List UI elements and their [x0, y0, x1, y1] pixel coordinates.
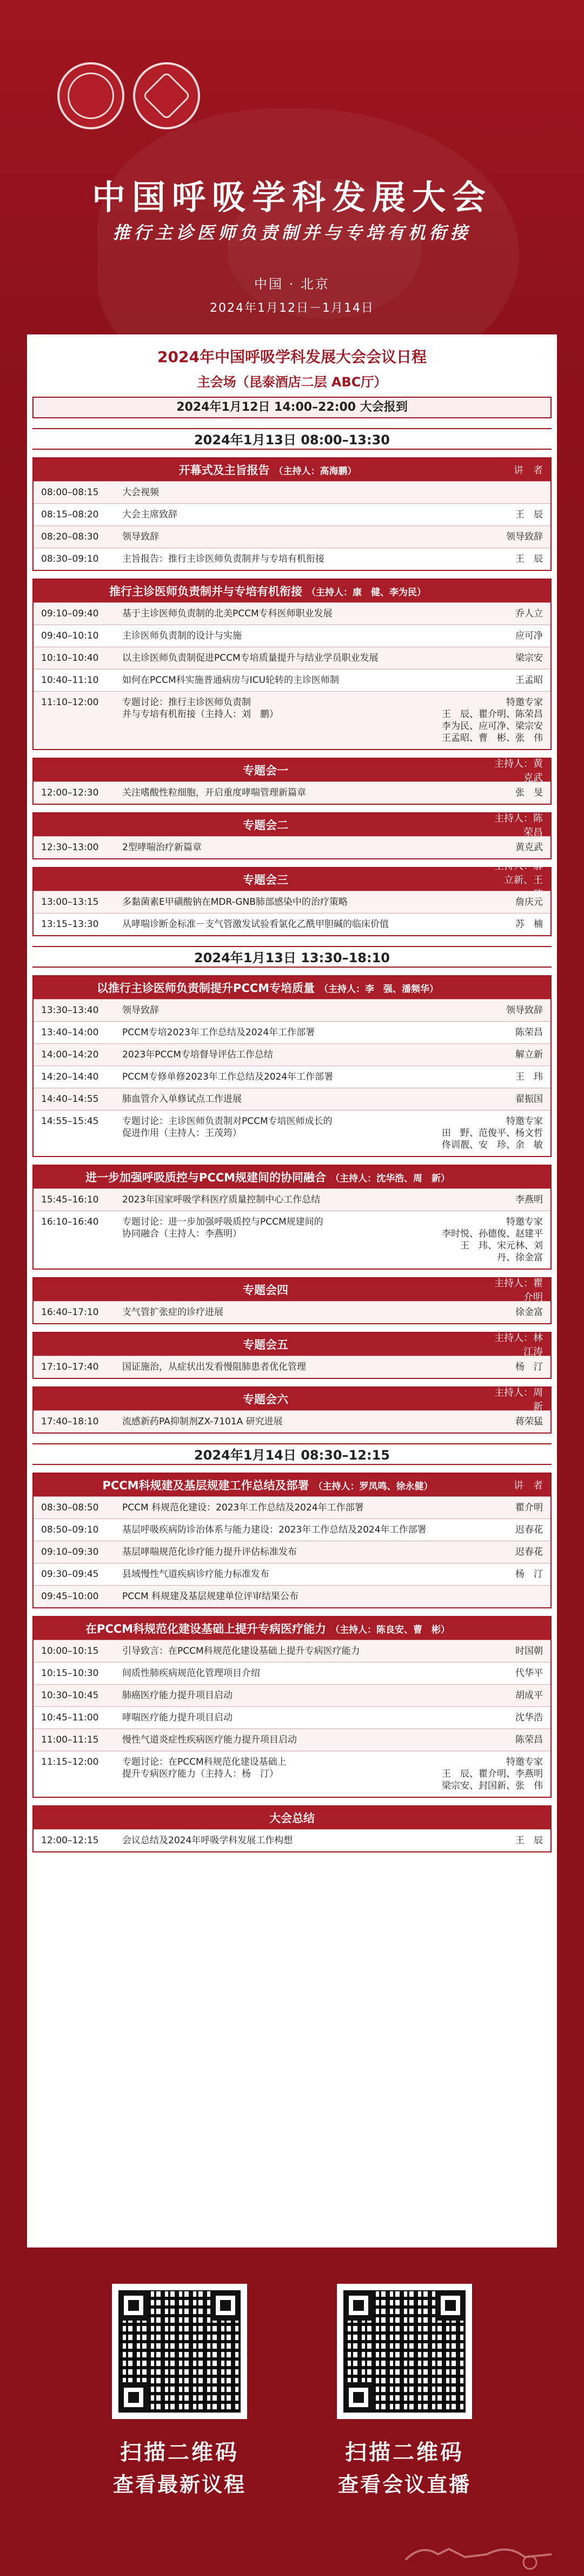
- row-time: 09:40–10:10: [41, 630, 99, 641]
- row-time: 08:30–08:50: [41, 1502, 99, 1513]
- speaker-name: 黄克武: [515, 842, 543, 853]
- row-topic: 专题讨论：在PCCM科规范化建设基础上 提升专病医疗能力（主持人：杨 汀）: [122, 1757, 287, 1779]
- row-time: 10:40–11:10: [41, 675, 99, 686]
- session-title-text: 专题会一: [243, 764, 288, 777]
- speaker-name: 特邀专家: [506, 1116, 543, 1127]
- qr-label-line1: 扫描二维码: [345, 2440, 464, 2465]
- qr-section: [0, 2262, 584, 2576]
- registration-bar: 2024年1月12日 14:00–22:00 大会报到: [32, 397, 552, 418]
- row-topic: 哮喘医疗能力提升项目启动: [122, 1712, 233, 1723]
- row-time: 12:30–13:00: [41, 842, 99, 853]
- session-header: [34, 976, 550, 999]
- row-topic: 肺癌医疗能力提升项目启动: [122, 1690, 233, 1701]
- row-time: 08:20–08:30: [41, 531, 99, 542]
- session-moderator: （主持人：沈华浩、周 新）: [330, 1173, 450, 1184]
- row-topic: 以主诊医师负责制促进PCCM专培质量提升与结业学员职业发展: [122, 653, 379, 663]
- session-block: [32, 975, 552, 1157]
- table-row: [34, 1684, 550, 1706]
- row-speakers: [440, 696, 543, 744]
- day-header: 2024年1月13日 13:30–18:10: [32, 946, 552, 968]
- row-topic: 领导致辞: [122, 1005, 159, 1016]
- row-speakers: [440, 1835, 543, 1846]
- row-time: 12:00–12:30: [41, 787, 99, 798]
- session-block: [32, 1386, 552, 1434]
- row-topic: 大会主席致辞: [122, 509, 177, 520]
- row-topic: 专题讨论：推行主诊医师负责制 并与专培有机衔接（主持人：刘 鹏）: [122, 697, 278, 720]
- speaker-name: 瞿介明: [515, 1502, 543, 1513]
- session-title-text: 专题会五: [243, 1338, 288, 1351]
- row-time: 10:45–11:00: [41, 1712, 99, 1723]
- session-header: [34, 1387, 553, 1412]
- session-header: [34, 458, 550, 481]
- speaker-name: 沈华浩: [515, 1712, 543, 1723]
- table-row: [34, 503, 550, 525]
- speaker-name: 佟训靓、安 珍、余 敏: [442, 1140, 543, 1151]
- speaker-name: 应可净: [515, 630, 543, 641]
- speaker-name: 时国朝: [515, 1646, 543, 1657]
- table-row: [34, 1410, 550, 1432]
- speaker-name: 特邀专家: [506, 697, 543, 708]
- summary-session: [32, 1805, 552, 1852]
- session-title: [41, 1391, 494, 1407]
- speaker-name: 李时悦、孙德俊、赵建平: [442, 1228, 543, 1239]
- table-row: [34, 602, 550, 625]
- speaker-name: 乔人立: [515, 608, 543, 619]
- table-row: [34, 525, 550, 548]
- agenda-title: 2024年中国呼吸学科发展大会会议日程: [157, 348, 427, 366]
- session-block: [32, 1616, 552, 1798]
- speaker-name: 王 玮: [515, 1072, 543, 1082]
- day-header: 2024年1月14日 08:30–12:15: [32, 1443, 552, 1465]
- session-title: [41, 980, 494, 996]
- session-header: [34, 1617, 550, 1640]
- row-topic: 2023年国家呼吸学科医疗质量控制中心工作总结: [122, 1194, 321, 1205]
- row-time: 11:15–12:00: [41, 1757, 99, 1767]
- table-row: [34, 1066, 550, 1088]
- session-moderator: （主持人：高海鹏）: [274, 466, 357, 477]
- agenda-venue: 主会场（昆泰酒店二层 ABC厅）: [197, 374, 387, 390]
- association-logo-icon: [133, 62, 200, 129]
- row-topic: 间质性肺疾病规范化管理项目介绍: [122, 1668, 260, 1679]
- table-row: [34, 1662, 550, 1684]
- row-time: 14:00–14:20: [41, 1049, 99, 1060]
- row-topic: 专题讨论：进一步加强呼吸质控与PCCM规建间的 协同融合（主持人：李燕明）: [122, 1217, 323, 1239]
- session-title-text: 专题会六: [243, 1393, 288, 1406]
- row-time: 10:15–10:30: [41, 1668, 99, 1679]
- row-time: 17:10–17:40: [41, 1362, 99, 1372]
- session-block: [32, 758, 552, 805]
- table-row: [34, 913, 550, 935]
- speaker-name: 代华平: [515, 1668, 543, 1679]
- row-time: 13:00–13:15: [41, 897, 99, 908]
- session-title: [41, 583, 494, 599]
- speaker-name: 杨 汀: [515, 1569, 543, 1580]
- row-speakers: [440, 1027, 543, 1039]
- horse-carriage-decoration: [400, 2533, 562, 2571]
- session-title-text: 专题会三: [243, 873, 288, 886]
- session-block: [32, 1277, 552, 1324]
- session-block: [32, 1165, 552, 1270]
- row-topic: 专题讨论：主诊医师负责制对PCCM专培医师成长的 促进作用（主持人：王茂筠）: [122, 1116, 333, 1139]
- row-speakers: [440, 1216, 552, 1264]
- row-topic: 多黏菌素E甲磺酸钠在MDR-GNB肺部感染中的治疗策略: [122, 897, 348, 908]
- table-row: [34, 481, 550, 503]
- row-time: 14:20–14:40: [41, 1072, 99, 1082]
- table-row: [34, 1211, 550, 1269]
- row-topic: 肺血管介入单修试点工作进展: [122, 1094, 242, 1105]
- session-title: [41, 1169, 494, 1185]
- session-speaker-label: 主持人：陈荣昌: [494, 813, 543, 838]
- conference-location: 中国 · 北京: [254, 277, 330, 292]
- table-row: [34, 781, 550, 804]
- row-speakers: [440, 1645, 543, 1657]
- table-row: [34, 669, 550, 691]
- row-time: 16:40–17:10: [41, 1307, 99, 1318]
- table-row: [34, 691, 550, 749]
- row-topic: 基层哮喘规范化诊疗能力提升评估标准发布: [122, 1547, 297, 1558]
- table-row: [34, 1729, 550, 1751]
- speaker-name: 杨 汀: [515, 1362, 543, 1372]
- row-time: 08:50–09:10: [41, 1524, 99, 1535]
- qr-code-live[interactable]: [337, 2284, 472, 2419]
- session-title-text: PCCM科规建及基层规建工作总结及部署: [102, 1479, 309, 1492]
- table-row: [34, 1640, 550, 1662]
- session-block: [32, 860, 553, 936]
- table-row: [34, 836, 550, 858]
- row-speakers: [440, 1524, 543, 1536]
- speaker-name: 领导致辞: [506, 1005, 543, 1016]
- table-row: [34, 1088, 550, 1110]
- session-title: [41, 1620, 494, 1637]
- row-topic: 2023年PCCM专培督导评估工作总结: [122, 1049, 273, 1060]
- row-topic: 支气管扩张症的诊疗进展: [122, 1307, 223, 1318]
- speaker-name: 王孟昭、曹 彬、张 伟: [442, 733, 543, 744]
- table-row: [34, 1751, 550, 1797]
- row-topic: 国证施治，从症状出发看慢阻肺患者优化管理: [122, 1362, 306, 1372]
- row-speakers: [440, 842, 543, 853]
- speaker-name: 王 辰、瞿介明、陈荣昌: [442, 709, 543, 720]
- table-row: [34, 1110, 550, 1156]
- speaker-name: 张 旻: [515, 787, 543, 798]
- row-topic: 主旨报告：推行主诊医师负责制并与专培有机衔接: [122, 554, 324, 564]
- session-speaker-label: 讲 者: [514, 1480, 543, 1491]
- row-time: 09:45–10:00: [41, 1591, 99, 1602]
- speaker-name: 陈荣昌: [515, 1734, 543, 1745]
- speaker-name: 陈荣昌: [515, 1027, 543, 1038]
- row-speakers: [440, 531, 543, 543]
- session-title-text: 在PCCM科规范化建设基础上提升专病医疗能力: [85, 1622, 327, 1635]
- row-speakers: [440, 1049, 543, 1061]
- speaker-name: 迟春花: [515, 1524, 543, 1535]
- agenda-panel: [27, 334, 557, 2248]
- session-block: [32, 1332, 552, 1379]
- row-topic: 慢性气道炎症性疾病医疗能力提升项目启动: [122, 1734, 297, 1745]
- row-time: 11:00–11:15: [41, 1734, 99, 1745]
- qr-label-line2: 查看会议直播: [337, 2473, 471, 2496]
- speaker-name: 梁宗安: [515, 653, 543, 663]
- table-row: [34, 1706, 550, 1729]
- conference-subtitle: 推行主诊医师负责制并与专培有机衔接: [112, 222, 472, 243]
- session-title-text: 进一步加强呼吸质控与PCCM规建间的协同融合: [85, 1171, 327, 1184]
- summary-title: 大会总结: [269, 1812, 315, 1825]
- row-time: 09:30–09:45: [41, 1569, 99, 1580]
- row-time: 10:00–10:15: [41, 1646, 99, 1657]
- session-header: [34, 860, 553, 900]
- row-speakers: [440, 1546, 543, 1558]
- row-topic: 县域慢性气道疾病诊疗能力标准发布: [122, 1569, 269, 1580]
- row-time: 13:15–13:30: [41, 919, 99, 930]
- session-moderator: （主持人：陈良安、曹 彬）: [330, 1625, 450, 1635]
- table-row: [34, 1541, 550, 1563]
- row-speakers: [440, 1734, 543, 1746]
- session-header: [34, 1474, 550, 1496]
- row-topic: 2型哮喘治疗新篇章: [122, 842, 202, 853]
- row-speakers: [440, 1416, 543, 1428]
- speaker-name: 王 辰: [515, 554, 543, 564]
- row-topic: 引导致言：在PCCM科规范化建设基础上提升专病医疗能力: [122, 1646, 360, 1657]
- speaker-name: 特邀专家: [506, 1217, 543, 1227]
- row-speakers: [440, 553, 543, 565]
- session-header: [34, 813, 550, 836]
- session-title-text: 专题会二: [243, 819, 288, 832]
- session-title-text: 开幕式及主旨报告: [178, 464, 270, 477]
- row-speakers: [440, 896, 543, 908]
- row-speakers: [440, 608, 543, 620]
- row-topic: PCCM 科规范化建设：2023年工作总结及2024年工作部署: [122, 1502, 364, 1513]
- session-title: [41, 1477, 494, 1493]
- session-title: [41, 762, 494, 778]
- row-time: 16:10–16:40: [41, 1217, 99, 1227]
- session-title: [41, 1282, 494, 1298]
- table-row: [34, 647, 550, 669]
- row-topic: 流感新药PA抑制剂ZX-7101A 研究进展: [122, 1416, 283, 1427]
- session-title: [41, 462, 494, 478]
- session-title: [41, 817, 494, 833]
- session-speaker-label: 主持人：林江涛: [494, 1332, 543, 1358]
- row-speakers: [440, 674, 543, 686]
- session-block: [32, 457, 552, 571]
- session-speaker-label: 主持人：周 新: [494, 1387, 553, 1412]
- session-speaker-label: 主持人：瞿介明: [494, 1278, 543, 1303]
- session-speaker-label: 主持人：黄克武: [494, 758, 543, 784]
- session-header: [34, 1166, 550, 1188]
- society-logo-icon: [57, 62, 124, 129]
- row-topic: 领导致辞: [122, 531, 159, 542]
- row-speakers: [440, 630, 543, 642]
- row-speakers: [440, 1004, 543, 1016]
- row-time: 08:15–08:20: [41, 509, 99, 520]
- speaker-name: 徐金富: [515, 1307, 543, 1318]
- session-title: [41, 1336, 494, 1352]
- table-row: [34, 1829, 550, 1851]
- row-time: 13:40–14:00: [41, 1027, 99, 1038]
- session-header: [34, 1333, 550, 1356]
- session-moderator: （主持人：罗凤鸣、徐永健）: [313, 1481, 433, 1492]
- session-block: [32, 1473, 552, 1608]
- row-speakers: [440, 1115, 543, 1151]
- speaker-name: 王 辰: [515, 1835, 543, 1846]
- speaker-name: 苏 楠: [515, 919, 543, 930]
- speaker-name: 李为民、应可净、梁宗安: [442, 721, 543, 732]
- session-block: [32, 579, 552, 750]
- row-topic: 基层呼吸疾病防诊治体系与能力建设：2023年工作总结及2024年工作部署: [122, 1524, 427, 1535]
- row-speakers: [440, 1071, 543, 1083]
- qr-label-line1: 扫描二维码: [120, 2440, 239, 2465]
- row-time: 11:10–12:00: [41, 697, 99, 708]
- speaker-name: 王 玮、宋元林、刘 丹、徐金富: [460, 1240, 552, 1263]
- row-time: 14:40–14:55: [41, 1094, 99, 1105]
- session-moderator: （主持人：李 强、潘频华）: [319, 984, 439, 995]
- speaker-name: 王孟昭: [515, 675, 543, 686]
- table-row: [34, 1301, 550, 1323]
- table-row: [34, 1021, 550, 1043]
- qr-label-line2: 查看最新议程: [112, 2473, 246, 2496]
- row-time: 13:30–13:40: [41, 1005, 99, 1016]
- row-speakers: [440, 1690, 543, 1701]
- row-speakers: [440, 1667, 543, 1679]
- row-speakers: [440, 652, 543, 664]
- table-row: [34, 1519, 550, 1541]
- table-row: [34, 548, 550, 570]
- table-row: [34, 1043, 550, 1066]
- table-row: [34, 891, 550, 913]
- row-time: 09:10–09:40: [41, 608, 99, 619]
- table-row: [34, 1496, 550, 1519]
- speaker-name: 梁宗安、封国新、张 伟: [442, 1780, 543, 1791]
- row-speakers: [440, 1194, 543, 1206]
- row-topic: 大会视频: [122, 487, 159, 498]
- session-title-text: 推行主诊医师负责制并与专培有机衔接: [109, 585, 302, 598]
- session-header: [34, 580, 550, 602]
- speaker-name: 王 辰: [515, 509, 543, 520]
- speaker-name: 解立新: [515, 1049, 543, 1060]
- row-topic: PCCM专修单修2023年工作总结及2024年工作部署: [122, 1072, 334, 1082]
- row-time: 17:40–18:10: [41, 1416, 99, 1427]
- table-row: [34, 625, 550, 647]
- session-title-text: 专题会四: [243, 1284, 288, 1297]
- table-row: [34, 1563, 550, 1585]
- session-title-text: 以推行主诊医师负责制提升PCCM专培质量: [96, 982, 315, 995]
- row-time: 09:10–09:30: [41, 1547, 99, 1558]
- speaker-name: 领导致辞: [506, 531, 543, 542]
- speaker-name: 蒋荣猛: [515, 1416, 543, 1427]
- speaker-name: 李燕明: [515, 1194, 543, 1205]
- row-speakers: [440, 1502, 543, 1514]
- row-topic: 基于主诊医师负责制的北美PCCM专科医师职业发展: [122, 608, 333, 619]
- row-speakers: [440, 509, 543, 521]
- row-time: 14:55–15:45: [41, 1116, 99, 1127]
- day-header: 2024年1月13日 08:00–13:30: [32, 428, 552, 450]
- table-row: [34, 1188, 550, 1211]
- row-time: 15:45–16:10: [41, 1194, 99, 1205]
- row-time: 10:10–10:40: [41, 653, 99, 663]
- speaker-name: 特邀专家: [506, 1757, 543, 1767]
- session-header: [34, 1278, 550, 1301]
- session-speaker-label: 主持人：解立新、王 玮: [494, 860, 553, 900]
- qr-code-agenda[interactable]: [112, 2284, 247, 2419]
- row-speakers: [440, 1306, 543, 1318]
- row-speakers: [440, 918, 543, 930]
- row-topic: 从哮喘诊断金标准－支气管激发试验看氯化乙酰甲胆碱的临床价值: [122, 919, 389, 930]
- row-speakers: [440, 1568, 543, 1580]
- speaker-name: 詹庆元: [515, 897, 543, 908]
- table-row: [34, 999, 550, 1021]
- row-time: 08:00–08:15: [41, 487, 99, 498]
- table-row: [34, 1356, 550, 1378]
- row-topic: 主诊医师负责制的设计与实施: [122, 630, 242, 641]
- row-time: 10:30–10:45: [41, 1690, 99, 1701]
- row-topic: 如何在PCCM科实施普通病房与ICU轮转的主诊医师制: [122, 675, 339, 686]
- session-header: [34, 758, 550, 784]
- session-speaker-label: 讲 者: [514, 465, 543, 476]
- row-speakers: [440, 1712, 543, 1724]
- row-time: 08:30–09:10: [41, 554, 99, 564]
- conference-date: 2024年1月12日－1月14日: [210, 301, 374, 315]
- row-topic: PCCM 科规建及基层规建单位评审结果公布: [122, 1591, 299, 1602]
- row-speakers: [440, 1756, 543, 1792]
- row-time: 12:00–12:15: [41, 1835, 99, 1846]
- table-row: [34, 1585, 550, 1607]
- row-speakers: [440, 787, 543, 799]
- speaker-name: 田 野、范俊平、杨文哲: [442, 1128, 543, 1139]
- session-moderator: （主持人：康 健、李为民）: [307, 587, 426, 598]
- row-topic: PCCM专培2023年工作总结及2024年工作部署: [122, 1027, 315, 1038]
- session-title: [41, 871, 494, 888]
- row-speakers: [440, 1093, 543, 1105]
- conference-title: 中国呼吸学科发展大会: [91, 178, 492, 217]
- speaker-name: 王 辰、瞿介明、李燕明: [442, 1769, 543, 1779]
- speaker-name: 迟春花: [515, 1547, 543, 1558]
- speaker-name: 胡成平: [515, 1690, 543, 1701]
- row-topic: 关注嗜酸性粒细胞，开启重度哮喘管理新篇章: [122, 787, 306, 798]
- session-block: [32, 812, 552, 859]
- speaker-name: 翟振国: [515, 1094, 543, 1105]
- row-speakers: [440, 1361, 543, 1373]
- row-topic: 会议总结及2024年呼吸学科发展工作构想: [122, 1835, 293, 1846]
